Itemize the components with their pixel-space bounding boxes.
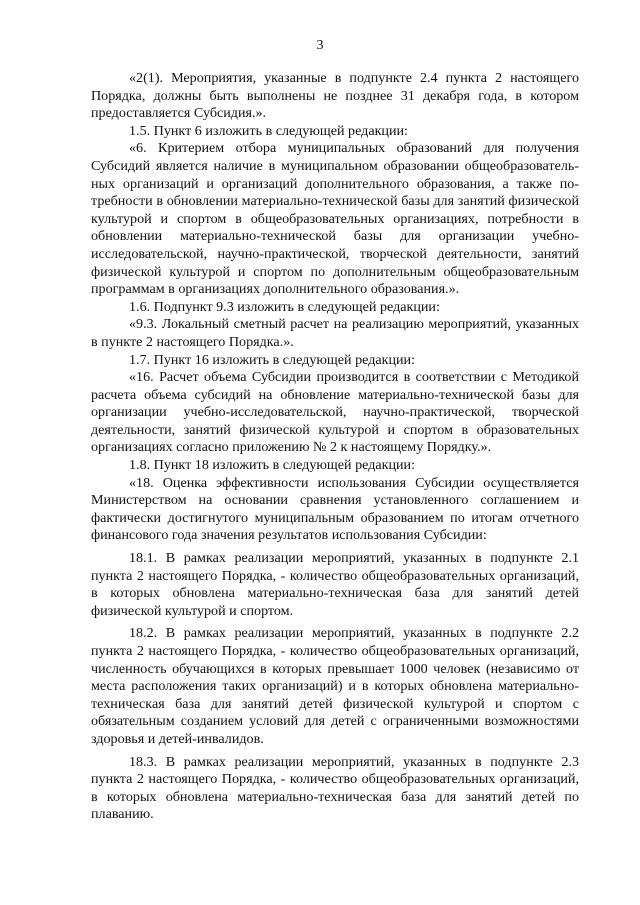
paragraph-6-selection-criterion: «6. Критерием отбора муниципальных образований для получения Субсидий является наличие в муниципальном образовании общеобразовательных организаций и организаций дополнительного образования, а также потребности в обновлении материально-технической базы для занятий физической культурой и спортом в общеобразовательных организациях, потребности в обновлении материально-технической базы для организации учебно-исследовательской, научно-практической, творческой деятельности, занятий физической культурой и спортом по дополнительным общеобразовательным программам в организациях дополнительного образования.». <box>91 140 579 298</box>
page-number: 3 <box>316 38 324 53</box>
paragraph-1-7-heading: 1.7. Пункт 16 изложить в следующей редакции: <box>129 351 416 368</box>
paragraph-9-3-estimate: «9.3. Локальный сметный расчет на реализацию мероприятий, указанных в пункте 2 настоящего Порядка.». <box>91 316 579 350</box>
paragraph-16-calculation: «16. Расчет объема Субсидии производится в соответствии с Методикой расчета объема субсидий на обновление материально-технической базы для организации учебно-исследовательской, научно-практической, творческой деятельности, занятий физической культурой и спортом в образовательных организациях согласно приложению № 2 к настоящему Порядку.». <box>91 369 579 456</box>
paragraph-18-3: 18.3. В рамках реализации мероприятий, указанных в подпункте 2.3 пункта 2 настоящего Порядка, - количество общеобразовательных организаций, в которых обновлена материально-техническая база для занятий детей по плаванию. <box>91 753 579 823</box>
paragraph-1-8-heading: 1.8. Пункт 18 изложить в следующей редакции: <box>129 457 416 474</box>
paragraph-1-5-heading: 1.5. Пункт 6 изложить в следующей редакции: <box>129 122 408 139</box>
paragraph-18-1: 18.1. В рамках реализации мероприятий, указанных в подпункте 2.1 пункта 2 настоящего Порядка, - количество общеобразовательных организаций, в которых обновлена материально-техническая база для занятий детей физической культурой и спортом. <box>91 550 579 619</box>
paragraph-2-1-deadline: «2(1). Мероприятия, указанные в подпункте 2.4 пункта 2 настоящего Порядка, должны быть выполнены не позднее 31 декабря года, в котором предоставляется Субсидия.». <box>91 70 579 122</box>
paragraph-18-efficiency: «18. Оценка эффективности использования Субсидии осуществляется Министерством на основании сравнения установленного соглашением и фактически достигнутого муниципальным образованием по итогам отчетного финансового года значения результатов использования Субсидии: <box>91 474 579 544</box>
paragraph-1-6-heading: 1.6. Подпункт 9.3 изложить в следующей редакции: <box>129 298 440 315</box>
paragraph-18-2: 18.2. В рамках реализации мероприятий, указанных в подпункте 2.2 пункта 2 настоящего Порядка, - количество общеобразовательных организаций, численность обучающихся в которых превышает 1000 человек (независимо от места расположения таких организаций) и в которых обновлена материально-техническая база для занятий детей физической культурой и спортом с обязательным созданием условий для детей с ограниченными возможностями здоровья и детей-инвалидов. <box>91 625 579 747</box>
document-body <box>91 70 579 824</box>
